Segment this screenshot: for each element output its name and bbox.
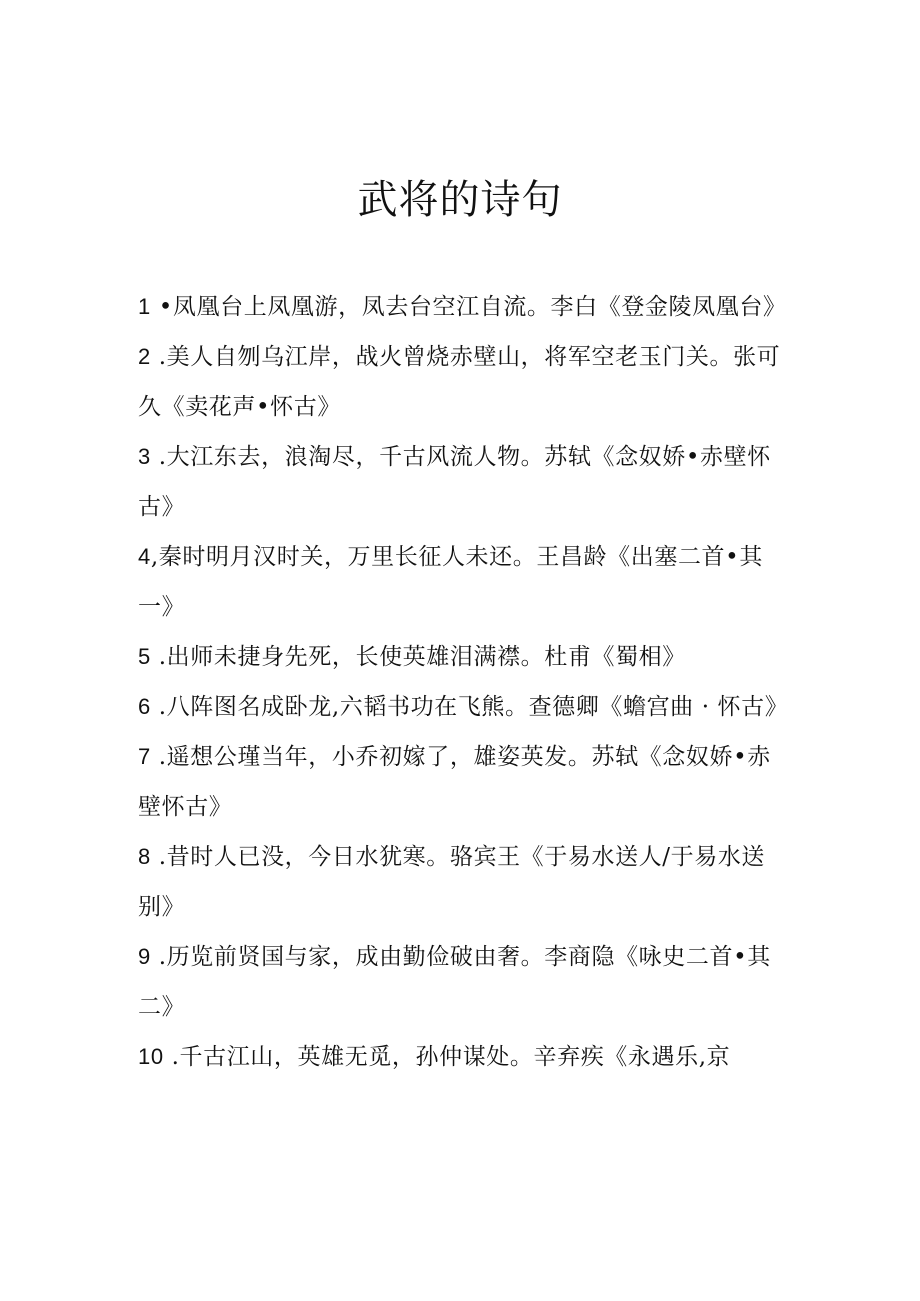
item-text: ,秦时明月汉时关，万里长征人未还。王昌龄《出塞二首•其一》	[138, 544, 763, 620]
item-number: 10	[138, 1044, 164, 1069]
list-item	[138, 332, 790, 432]
list-item	[138, 532, 790, 632]
item-text: .美人自刎乌江岸，战火曾烧赤壁山，将军空老玉门关。张可久《卖花声•怀古》	[138, 344, 781, 420]
item-number: 5	[138, 644, 151, 669]
item-text: .千古江山，英雄无觅，孙仲谋处。辛弃疾《永遇乐,京	[163, 1044, 731, 1070]
item-number: 3	[138, 444, 151, 469]
item-text: .遥想公瑾当年，小乔初嫁了，雄姿英发。苏轼《念奴娇•赤壁怀古》	[138, 744, 771, 820]
item-number: 4	[138, 544, 151, 569]
list-item	[138, 432, 790, 532]
list-item	[138, 1032, 790, 1082]
page-title: 武将的诗句	[357, 177, 563, 223]
item-number: 2	[138, 344, 151, 369]
item-text: •凤凰台上凤凰游，凤去台空江自流。李白《登金陵凤凰台》	[150, 294, 787, 320]
item-text: .八阵图名成卧龙,六韬书功在飞熊。查德卿《蟾宫曲 · 怀古》	[150, 694, 789, 720]
list-item	[138, 282, 790, 332]
item-number: 7	[138, 744, 151, 769]
list-item	[138, 632, 790, 682]
item-text: .昔时人已没，今日水犹寒。骆宾王《于易水送人/于易水送别》	[138, 844, 766, 920]
item-number: 1	[138, 294, 151, 319]
item-text: .出师未捷身先死，长使英雄泪满襟。杜甫《蜀相》	[150, 644, 686, 670]
item-text: .大江东去，浪淘尽，千古风流人物。苏轼《念奴娇•赤壁怀古》	[138, 444, 771, 520]
list-item	[138, 682, 790, 732]
item-number: 9	[138, 944, 151, 969]
poem-list	[138, 282, 790, 1082]
list-item	[138, 932, 790, 1032]
item-number: 6	[138, 694, 151, 719]
list-item	[138, 732, 790, 832]
list-item	[138, 832, 790, 932]
item-text: .历览前贤国与家，成由勤俭破由奢。李商隐《咏史二首•其二》	[138, 944, 771, 1020]
item-number: 8	[138, 844, 151, 869]
